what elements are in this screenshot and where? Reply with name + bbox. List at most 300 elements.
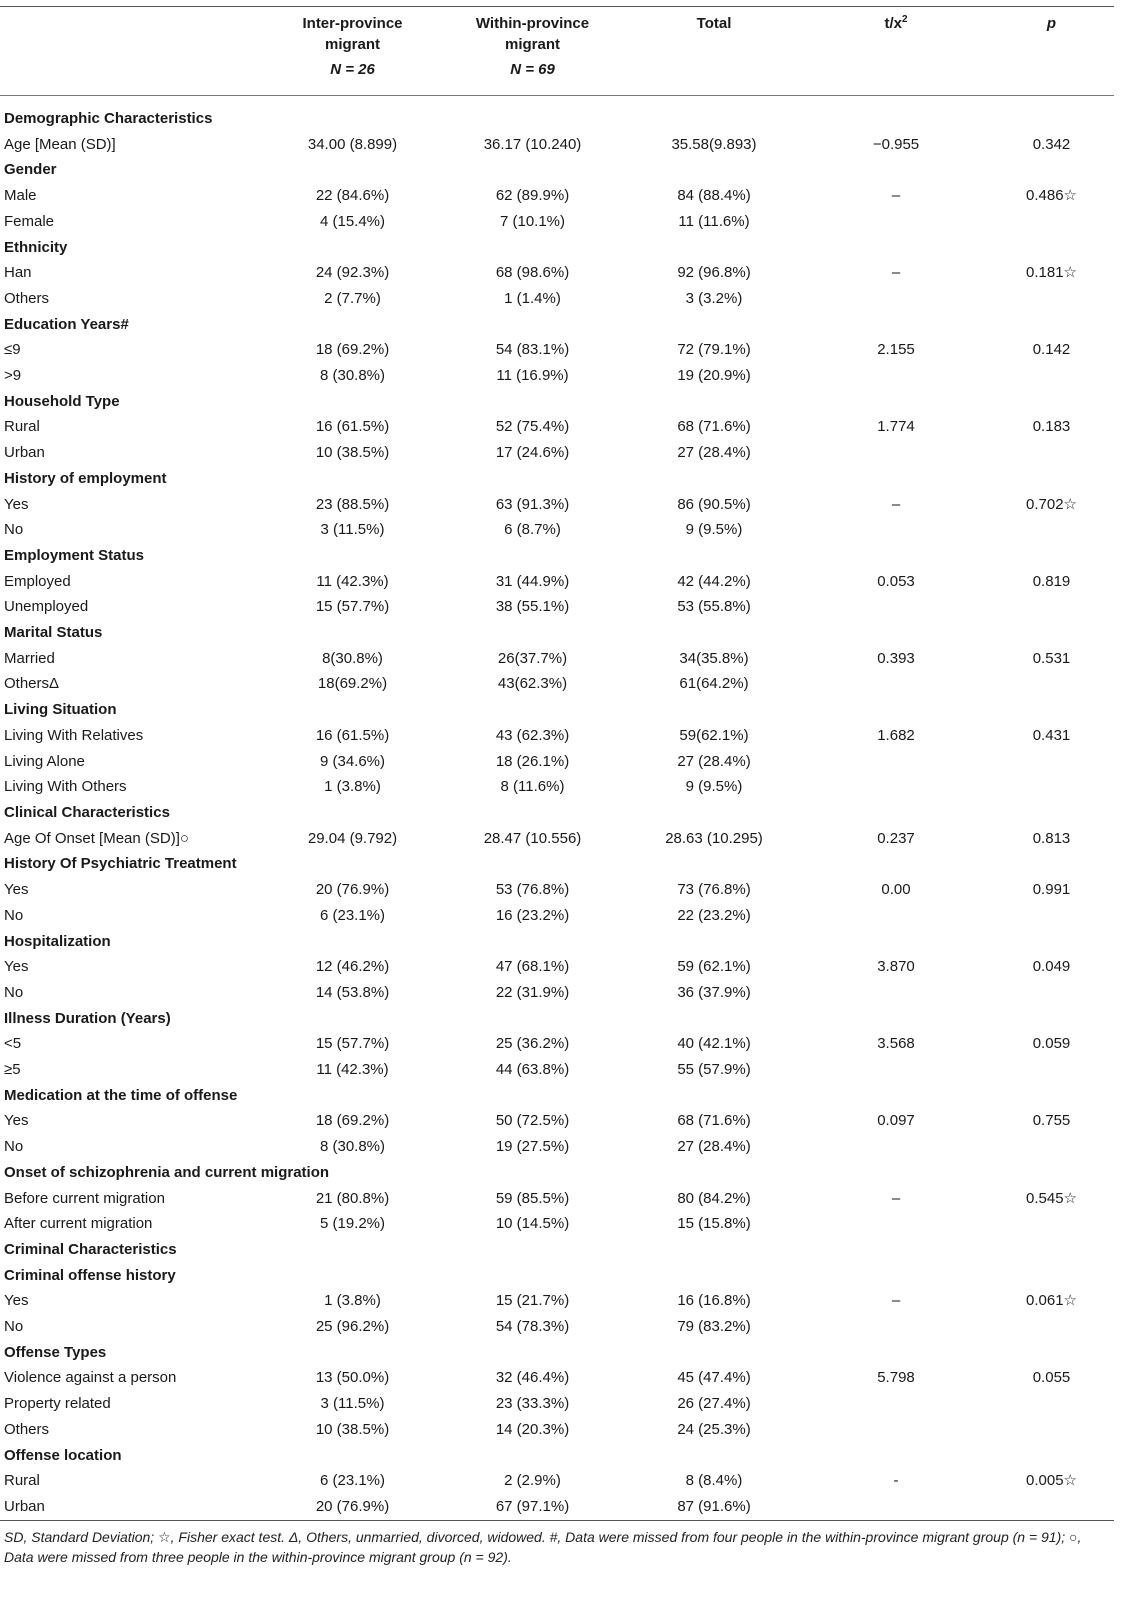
row-label: Employed bbox=[4, 572, 71, 590]
row-label: After current migration bbox=[4, 1215, 153, 1233]
within-province-value: 50 (72.5%) bbox=[495, 1112, 570, 1130]
inter-province-value: 22 (84.6%) bbox=[315, 187, 390, 205]
row-label: Others bbox=[4, 1420, 50, 1438]
table-row bbox=[0, 337, 1114, 363]
section-heading: History Of Psychiatric Treatment bbox=[4, 855, 237, 873]
inter-province-value: 29.04 (9.792) bbox=[307, 829, 398, 847]
total-value: 59 (62.1%) bbox=[677, 958, 751, 976]
table-row bbox=[0, 826, 1114, 852]
section-heading: Offense Types bbox=[4, 1343, 107, 1361]
within-province-value: 23 (33.3%) bbox=[495, 1395, 570, 1413]
p-value: 0.181☆ bbox=[1026, 264, 1077, 282]
inter-province-value: 18 (69.2%) bbox=[315, 1112, 390, 1130]
within-province-value: 52 (75.4%) bbox=[495, 418, 570, 436]
row-label: Yes bbox=[4, 1292, 29, 1310]
header-within-n: N = 69 bbox=[510, 61, 555, 78]
within-province-value: 26(37.7%) bbox=[497, 649, 568, 667]
section-heading: Illness Duration (Years) bbox=[4, 1009, 171, 1027]
p-value: 0.531 bbox=[1032, 649, 1071, 667]
within-province-value: 18 (26.1%) bbox=[495, 752, 570, 770]
total-value: 86 (90.5%) bbox=[677, 495, 751, 513]
inter-province-value: 20 (76.9%) bbox=[265, 1494, 440, 1520]
table-footnote: SD, Standard Deviation; ☆, Fisher exact test. Δ, Others, unmarried, divorced, widowed. #, Data were missed from four people in the within-province migrant group (n = 91); ○, Data were missed from three people in the within-province migrant group (n = 92). bbox=[4, 1529, 1082, 1565]
within-province-value: 11 (16.9%) bbox=[496, 367, 569, 385]
p-value bbox=[989, 774, 1114, 800]
inter-province-value: 3 (11.5%) bbox=[320, 521, 385, 539]
inter-province-value: 34.00 (8.899) bbox=[307, 135, 398, 153]
statistic-value bbox=[803, 1057, 989, 1083]
total-value: 9 (9.5%) bbox=[685, 521, 743, 539]
within-province-value: 47 (68.1%) bbox=[495, 958, 570, 976]
statistic-value bbox=[803, 209, 989, 235]
within-province-value: 17 (24.6%) bbox=[495, 444, 570, 462]
within-province-value: 43 (62.3%) bbox=[495, 726, 570, 744]
statistic-value: 0.00 bbox=[881, 881, 911, 899]
p-value: 0.049 bbox=[1032, 958, 1071, 976]
table-row bbox=[0, 1314, 1114, 1340]
inter-province-value: 8 (30.8%) bbox=[319, 1138, 386, 1156]
total-value: 34(35.8%) bbox=[679, 649, 749, 667]
statistic-value: – bbox=[891, 1189, 901, 1207]
table-row bbox=[0, 1186, 1114, 1212]
total-value: 11 (11.6%) bbox=[678, 212, 750, 230]
p-value: 0.183 bbox=[1032, 418, 1071, 436]
inter-province-value: 10 (38.5%) bbox=[315, 444, 390, 462]
row-label: Urban bbox=[4, 444, 45, 462]
data-table bbox=[0, 6, 1114, 1521]
statistic-value bbox=[803, 980, 989, 1006]
statistic-value bbox=[803, 286, 989, 312]
within-province-value: 6 (8.7%) bbox=[504, 521, 561, 539]
table-row bbox=[0, 1494, 1114, 1520]
section-heading: Onset of schizophrenia and current migration bbox=[4, 1163, 330, 1181]
p-value bbox=[989, 363, 1114, 389]
p-value bbox=[989, 1314, 1114, 1340]
row-label: Yes bbox=[4, 1112, 29, 1130]
table-row bbox=[0, 209, 1114, 235]
statistic-value: – bbox=[891, 264, 901, 282]
inter-province-value: 3 (11.5%) bbox=[320, 1395, 385, 1413]
total-value: 15 (15.8%) bbox=[677, 1215, 751, 1233]
section-row bbox=[0, 697, 1114, 723]
statistic-value: – bbox=[891, 495, 901, 513]
within-province-value: 25 (36.2%) bbox=[495, 1035, 570, 1053]
p-value bbox=[989, 1057, 1114, 1083]
p-value bbox=[989, 903, 1114, 929]
statistic-value: 0.237 bbox=[877, 829, 915, 847]
header-inter-line1: Inter-province bbox=[302, 15, 403, 32]
inter-province-value: 8(30.8%) bbox=[322, 649, 383, 667]
within-province-value: 36.17 (10.240) bbox=[483, 135, 582, 153]
section-row bbox=[0, 851, 1114, 877]
p-value: 0.142 bbox=[1032, 341, 1071, 359]
p-value: 0.702☆ bbox=[1026, 495, 1077, 513]
statistic-value: 2.155 bbox=[877, 341, 915, 359]
table-row bbox=[0, 594, 1114, 620]
total-value: 36 (37.9%) bbox=[677, 983, 751, 1001]
table-row bbox=[0, 363, 1114, 389]
section-heading: Education Years# bbox=[4, 315, 129, 333]
inter-province-value: 9 (34.6%) bbox=[319, 752, 386, 770]
p-value: 0.991 bbox=[1032, 881, 1071, 899]
statistic-value: 5.798 bbox=[877, 1369, 915, 1387]
row-label: Living With Relatives bbox=[4, 726, 144, 744]
table-row bbox=[0, 260, 1114, 286]
p-value: 0.813 bbox=[1032, 829, 1071, 847]
table-row bbox=[0, 723, 1114, 749]
row-label: No bbox=[4, 983, 24, 1001]
row-label: Married bbox=[4, 649, 55, 667]
section-heading: Medication at the time of offense bbox=[4, 1086, 238, 1104]
row-label: Yes bbox=[4, 495, 29, 513]
inter-province-value: 25 (96.2%) bbox=[315, 1318, 390, 1336]
row-label: Living With Others bbox=[4, 778, 127, 796]
inter-province-value: 12 (46.2%) bbox=[315, 958, 390, 976]
header-statistic-label: t/x bbox=[884, 15, 902, 32]
header-empty bbox=[0, 7, 265, 96]
statistic-value bbox=[803, 749, 989, 775]
row-label: No bbox=[4, 1138, 24, 1156]
p-value: 0.755 bbox=[1032, 1112, 1071, 1130]
row-label: Violence against a person bbox=[4, 1369, 177, 1387]
inter-province-value: 4 (15.4%) bbox=[319, 212, 386, 230]
section-heading: Marital Status bbox=[4, 624, 103, 642]
header-within-province bbox=[440, 7, 625, 96]
statistic-value bbox=[803, 903, 989, 929]
total-value: 53 (55.8%) bbox=[677, 598, 751, 616]
within-province-value: 8 (11.6%) bbox=[500, 778, 565, 796]
table-row bbox=[0, 1365, 1114, 1391]
section-heading: Offense location bbox=[4, 1446, 122, 1464]
statistic-value: 0.053 bbox=[877, 572, 915, 590]
within-province-value: 67 (97.1%) bbox=[440, 1494, 625, 1520]
p-value bbox=[989, 1391, 1114, 1417]
row-label: No bbox=[4, 521, 24, 539]
table-body bbox=[0, 96, 1114, 1521]
p-value bbox=[989, 1211, 1114, 1237]
row-label: Others bbox=[4, 289, 50, 307]
table-row bbox=[0, 1134, 1114, 1160]
p-value: 0.819 bbox=[1032, 572, 1071, 590]
within-province-value: 10 (14.5%) bbox=[495, 1215, 570, 1233]
section-row bbox=[0, 1263, 1114, 1289]
row-label: ≤9 bbox=[4, 341, 21, 359]
total-value: 27 (28.4%) bbox=[677, 444, 751, 462]
statistic-value: – bbox=[891, 187, 901, 205]
section-heading: Living Situation bbox=[4, 701, 117, 719]
within-province-value: 54 (83.1%) bbox=[495, 341, 570, 359]
total-value: 26 (27.4%) bbox=[677, 1395, 751, 1413]
statistic-value: 0.393 bbox=[877, 649, 915, 667]
row-label: Before current migration bbox=[4, 1189, 165, 1207]
row-label: Unemployed bbox=[4, 598, 89, 616]
table-row bbox=[0, 1211, 1114, 1237]
table-row bbox=[0, 1057, 1114, 1083]
header-inter-line2: migrant bbox=[324, 36, 380, 53]
row-label: No bbox=[4, 906, 24, 924]
statistic-value bbox=[803, 1211, 989, 1237]
section-row bbox=[0, 312, 1114, 338]
statistic-value: 3.568 bbox=[877, 1035, 915, 1053]
statistic-value bbox=[803, 1134, 989, 1160]
section-row bbox=[0, 1160, 1114, 1186]
within-province-value: 1 (1.4%) bbox=[504, 289, 561, 307]
table-header bbox=[0, 7, 1114, 96]
section-row bbox=[0, 157, 1114, 183]
within-province-value: 16 (23.2%) bbox=[495, 906, 570, 924]
p-value bbox=[989, 671, 1114, 697]
within-province-value: 53 (76.8%) bbox=[495, 881, 570, 899]
section-heading: Gender bbox=[4, 161, 57, 179]
table-row bbox=[0, 414, 1114, 440]
statistic-value bbox=[803, 774, 989, 800]
section-row bbox=[0, 1237, 1114, 1263]
table-row bbox=[0, 749, 1114, 775]
table-row bbox=[0, 569, 1114, 595]
statistic-value: 1.774 bbox=[877, 418, 915, 436]
header-inter-province bbox=[265, 7, 440, 96]
within-province-value: 38 (55.1%) bbox=[495, 598, 570, 616]
statistic-value bbox=[803, 517, 989, 543]
total-value: 42 (44.2%) bbox=[677, 572, 751, 590]
table-row bbox=[0, 646, 1114, 672]
table-row bbox=[0, 183, 1114, 209]
total-value: 80 (84.2%) bbox=[677, 1189, 751, 1207]
total-value: 19 (20.9%) bbox=[677, 367, 751, 385]
total-value: 35.58(9.893) bbox=[671, 135, 757, 153]
total-value: 61(64.2%) bbox=[679, 675, 749, 693]
inter-province-value: 6 (23.1%) bbox=[319, 906, 386, 924]
total-value: 68 (71.6%) bbox=[677, 418, 751, 436]
section-heading: History of employment bbox=[4, 469, 167, 487]
total-value: 92 (96.8%) bbox=[677, 264, 751, 282]
statistic-value bbox=[803, 671, 989, 697]
p-value bbox=[989, 517, 1114, 543]
within-province-value: 62 (89.9%) bbox=[495, 187, 570, 205]
header-statistic-sup: 2 bbox=[901, 14, 908, 25]
statistic-value bbox=[803, 1314, 989, 1340]
inter-province-value: 8 (30.8%) bbox=[319, 367, 386, 385]
section-heading: Hospitalization bbox=[4, 932, 111, 950]
table-row bbox=[0, 1108, 1114, 1134]
statistic-value: 0.097 bbox=[877, 1112, 915, 1130]
row-label: Age [Mean (SD)] bbox=[4, 135, 116, 153]
total-value: 45 (47.4%) bbox=[677, 1369, 751, 1387]
inter-province-value: 11 (42.3%) bbox=[316, 1061, 389, 1079]
within-province-value: 2 (2.9%) bbox=[504, 1472, 561, 1490]
total-value: 84 (88.4%) bbox=[677, 187, 751, 205]
row-label: Female bbox=[4, 212, 55, 230]
table-row bbox=[0, 671, 1114, 697]
table-row bbox=[0, 1288, 1114, 1314]
inter-province-value: 5 (19.2%) bbox=[319, 1215, 386, 1233]
p-value: 0.486☆ bbox=[1026, 187, 1077, 205]
row-label: <5 bbox=[4, 1035, 22, 1053]
p-value bbox=[989, 1494, 1114, 1520]
p-value: 0.342 bbox=[1032, 135, 1071, 153]
p-value: 0.059 bbox=[1032, 1035, 1071, 1053]
p-value bbox=[989, 1134, 1114, 1160]
section-row bbox=[0, 466, 1114, 492]
p-value bbox=[989, 980, 1114, 1006]
inter-province-value: 11 (42.3%) bbox=[316, 572, 389, 590]
inter-province-value: 1 (3.8%) bbox=[324, 1292, 381, 1310]
p-value: 0.431 bbox=[1032, 726, 1071, 744]
total-value: 40 (42.1%) bbox=[677, 1035, 751, 1053]
total-value: 72 (79.1%) bbox=[677, 341, 751, 359]
row-label: Male bbox=[4, 187, 37, 205]
total-value: 9 (9.5%) bbox=[685, 778, 743, 796]
inter-province-value: 6 (23.1%) bbox=[319, 1472, 386, 1490]
statistic-value bbox=[803, 1417, 989, 1443]
inter-province-value: 16 (61.5%) bbox=[315, 418, 390, 436]
row-label: Age Of Onset [Mean (SD)]○ bbox=[4, 829, 189, 847]
total-value: 22 (23.2%) bbox=[677, 906, 751, 924]
section-heading: Criminal Characteristics bbox=[4, 1240, 177, 1258]
inter-province-value: 16 (61.5%) bbox=[315, 726, 390, 744]
within-province-value: 54 (78.3%) bbox=[495, 1318, 570, 1336]
section-row bbox=[0, 1340, 1114, 1366]
row-label: Rural bbox=[4, 1472, 40, 1490]
row-label: Yes bbox=[4, 958, 29, 976]
within-province-value: 31 (44.9%) bbox=[495, 572, 570, 590]
within-province-value: 68 (98.6%) bbox=[495, 264, 570, 282]
row-label: Yes bbox=[4, 881, 29, 899]
row-label: ≥5 bbox=[4, 1061, 21, 1079]
within-province-value: 44 (63.8%) bbox=[495, 1061, 570, 1079]
total-value: 27 (28.4%) bbox=[677, 1138, 751, 1156]
statistic-value bbox=[803, 363, 989, 389]
table-row bbox=[0, 1031, 1114, 1057]
total-value: 3 (3.2%) bbox=[685, 289, 743, 307]
section-row bbox=[0, 235, 1114, 261]
total-value: 73 (76.8%) bbox=[677, 881, 751, 899]
section-row bbox=[0, 800, 1114, 826]
section-row bbox=[0, 929, 1114, 955]
within-province-value: 15 (21.7%) bbox=[495, 1292, 570, 1310]
header-statistic bbox=[803, 7, 989, 96]
section-row bbox=[0, 1443, 1114, 1469]
table-row bbox=[0, 1391, 1114, 1417]
table-row bbox=[0, 877, 1114, 903]
table-row bbox=[0, 517, 1114, 543]
inter-province-value: 10 (38.5%) bbox=[315, 1420, 390, 1438]
table-row bbox=[0, 132, 1114, 158]
inter-province-value: 14 (53.8%) bbox=[315, 983, 390, 1001]
section-heading: Clinical Characteristics bbox=[4, 803, 170, 821]
within-province-value: 59 (85.5%) bbox=[495, 1189, 570, 1207]
p-value: 0.061☆ bbox=[1026, 1292, 1077, 1310]
p-value bbox=[989, 749, 1114, 775]
section-heading: Criminal offense history bbox=[4, 1266, 176, 1284]
within-province-value: 32 (46.4%) bbox=[495, 1369, 570, 1387]
total-value: 87 (91.6%) bbox=[625, 1494, 803, 1520]
total-value: 8 (8.4%) bbox=[685, 1472, 743, 1490]
section-heading: Demographic Characteristics bbox=[4, 110, 213, 127]
total-value: 55 (57.9%) bbox=[677, 1061, 751, 1079]
header-within-line2: migrant bbox=[504, 36, 560, 53]
total-value: 28.63 (10.295) bbox=[665, 829, 763, 847]
statistic-value: 1.682 bbox=[877, 726, 915, 744]
total-value: 16 (16.8%) bbox=[677, 1292, 751, 1310]
table-row bbox=[0, 980, 1114, 1006]
inter-province-value: 2 (7.7%) bbox=[324, 289, 381, 307]
statistic-value: - bbox=[893, 1472, 899, 1490]
section-heading: Ethnicity bbox=[4, 238, 68, 256]
table-row bbox=[0, 492, 1114, 518]
section-row bbox=[0, 389, 1114, 415]
total-value: 24 (25.3%) bbox=[677, 1420, 751, 1438]
row-label: Han bbox=[4, 264, 32, 282]
total-value: 27 (28.4%) bbox=[677, 752, 751, 770]
section-row bbox=[0, 543, 1114, 569]
p-value: 0.005☆ bbox=[1026, 1472, 1077, 1490]
total-value: 68 (71.6%) bbox=[677, 1112, 751, 1130]
header-within-line1: Within-province bbox=[475, 15, 590, 32]
p-value bbox=[989, 209, 1114, 235]
section-row bbox=[0, 1083, 1114, 1109]
p-value bbox=[989, 1417, 1114, 1443]
statistic-value bbox=[803, 440, 989, 466]
section-heading: Household Type bbox=[4, 392, 120, 410]
table-row bbox=[0, 903, 1114, 929]
section-row bbox=[0, 1006, 1114, 1032]
within-province-value: 19 (27.5%) bbox=[495, 1138, 570, 1156]
table-row bbox=[0, 286, 1114, 312]
header-row bbox=[0, 7, 1114, 96]
p-value bbox=[989, 440, 1114, 466]
within-province-value: 43(62.3%) bbox=[497, 675, 568, 693]
within-province-value: 7 (10.1%) bbox=[499, 212, 566, 230]
inter-province-value: 15 (57.7%) bbox=[315, 1035, 390, 1053]
inter-province-value: 1 (3.8%) bbox=[324, 778, 381, 796]
statistic-value: – bbox=[891, 1292, 901, 1310]
section-row bbox=[0, 96, 1114, 132]
inter-province-value: 18 (69.2%) bbox=[315, 341, 390, 359]
inter-province-value: 20 (76.9%) bbox=[315, 881, 390, 899]
within-province-value: 63 (91.3%) bbox=[495, 495, 570, 513]
header-inter-n: N = 26 bbox=[330, 61, 375, 78]
row-label: Property related bbox=[4, 1395, 111, 1413]
table-row bbox=[0, 1417, 1114, 1443]
p-value: 0.055 bbox=[1032, 1369, 1071, 1387]
row-label: Urban bbox=[0, 1494, 265, 1520]
inter-province-value: 13 (50.0%) bbox=[315, 1369, 390, 1387]
table-row bbox=[0, 440, 1114, 466]
statistic-value: −0.955 bbox=[872, 135, 920, 153]
within-province-value: 14 (20.3%) bbox=[495, 1420, 570, 1438]
p-value: 0.545☆ bbox=[1026, 1189, 1077, 1207]
section-heading: Employment Status bbox=[4, 546, 145, 564]
p-value bbox=[989, 286, 1114, 312]
row-label: OthersΔ bbox=[4, 675, 60, 693]
inter-province-value: 23 (88.5%) bbox=[315, 495, 390, 513]
table-row bbox=[0, 954, 1114, 980]
header-p-value: p bbox=[989, 7, 1114, 96]
statistic-value bbox=[803, 1494, 989, 1520]
inter-province-value: 15 (57.7%) bbox=[315, 598, 390, 616]
table-row bbox=[0, 1468, 1114, 1494]
inter-province-value: 24 (92.3%) bbox=[315, 264, 390, 282]
within-province-value: 22 (31.9%) bbox=[495, 983, 570, 1001]
section-row bbox=[0, 620, 1114, 646]
row-label: No bbox=[4, 1318, 24, 1336]
table-row bbox=[0, 774, 1114, 800]
within-province-value: 28.47 (10.556) bbox=[483, 829, 582, 847]
row-label: Rural bbox=[4, 418, 40, 436]
row-label: >9 bbox=[4, 367, 22, 385]
inter-province-value: 21 (80.8%) bbox=[315, 1189, 390, 1207]
